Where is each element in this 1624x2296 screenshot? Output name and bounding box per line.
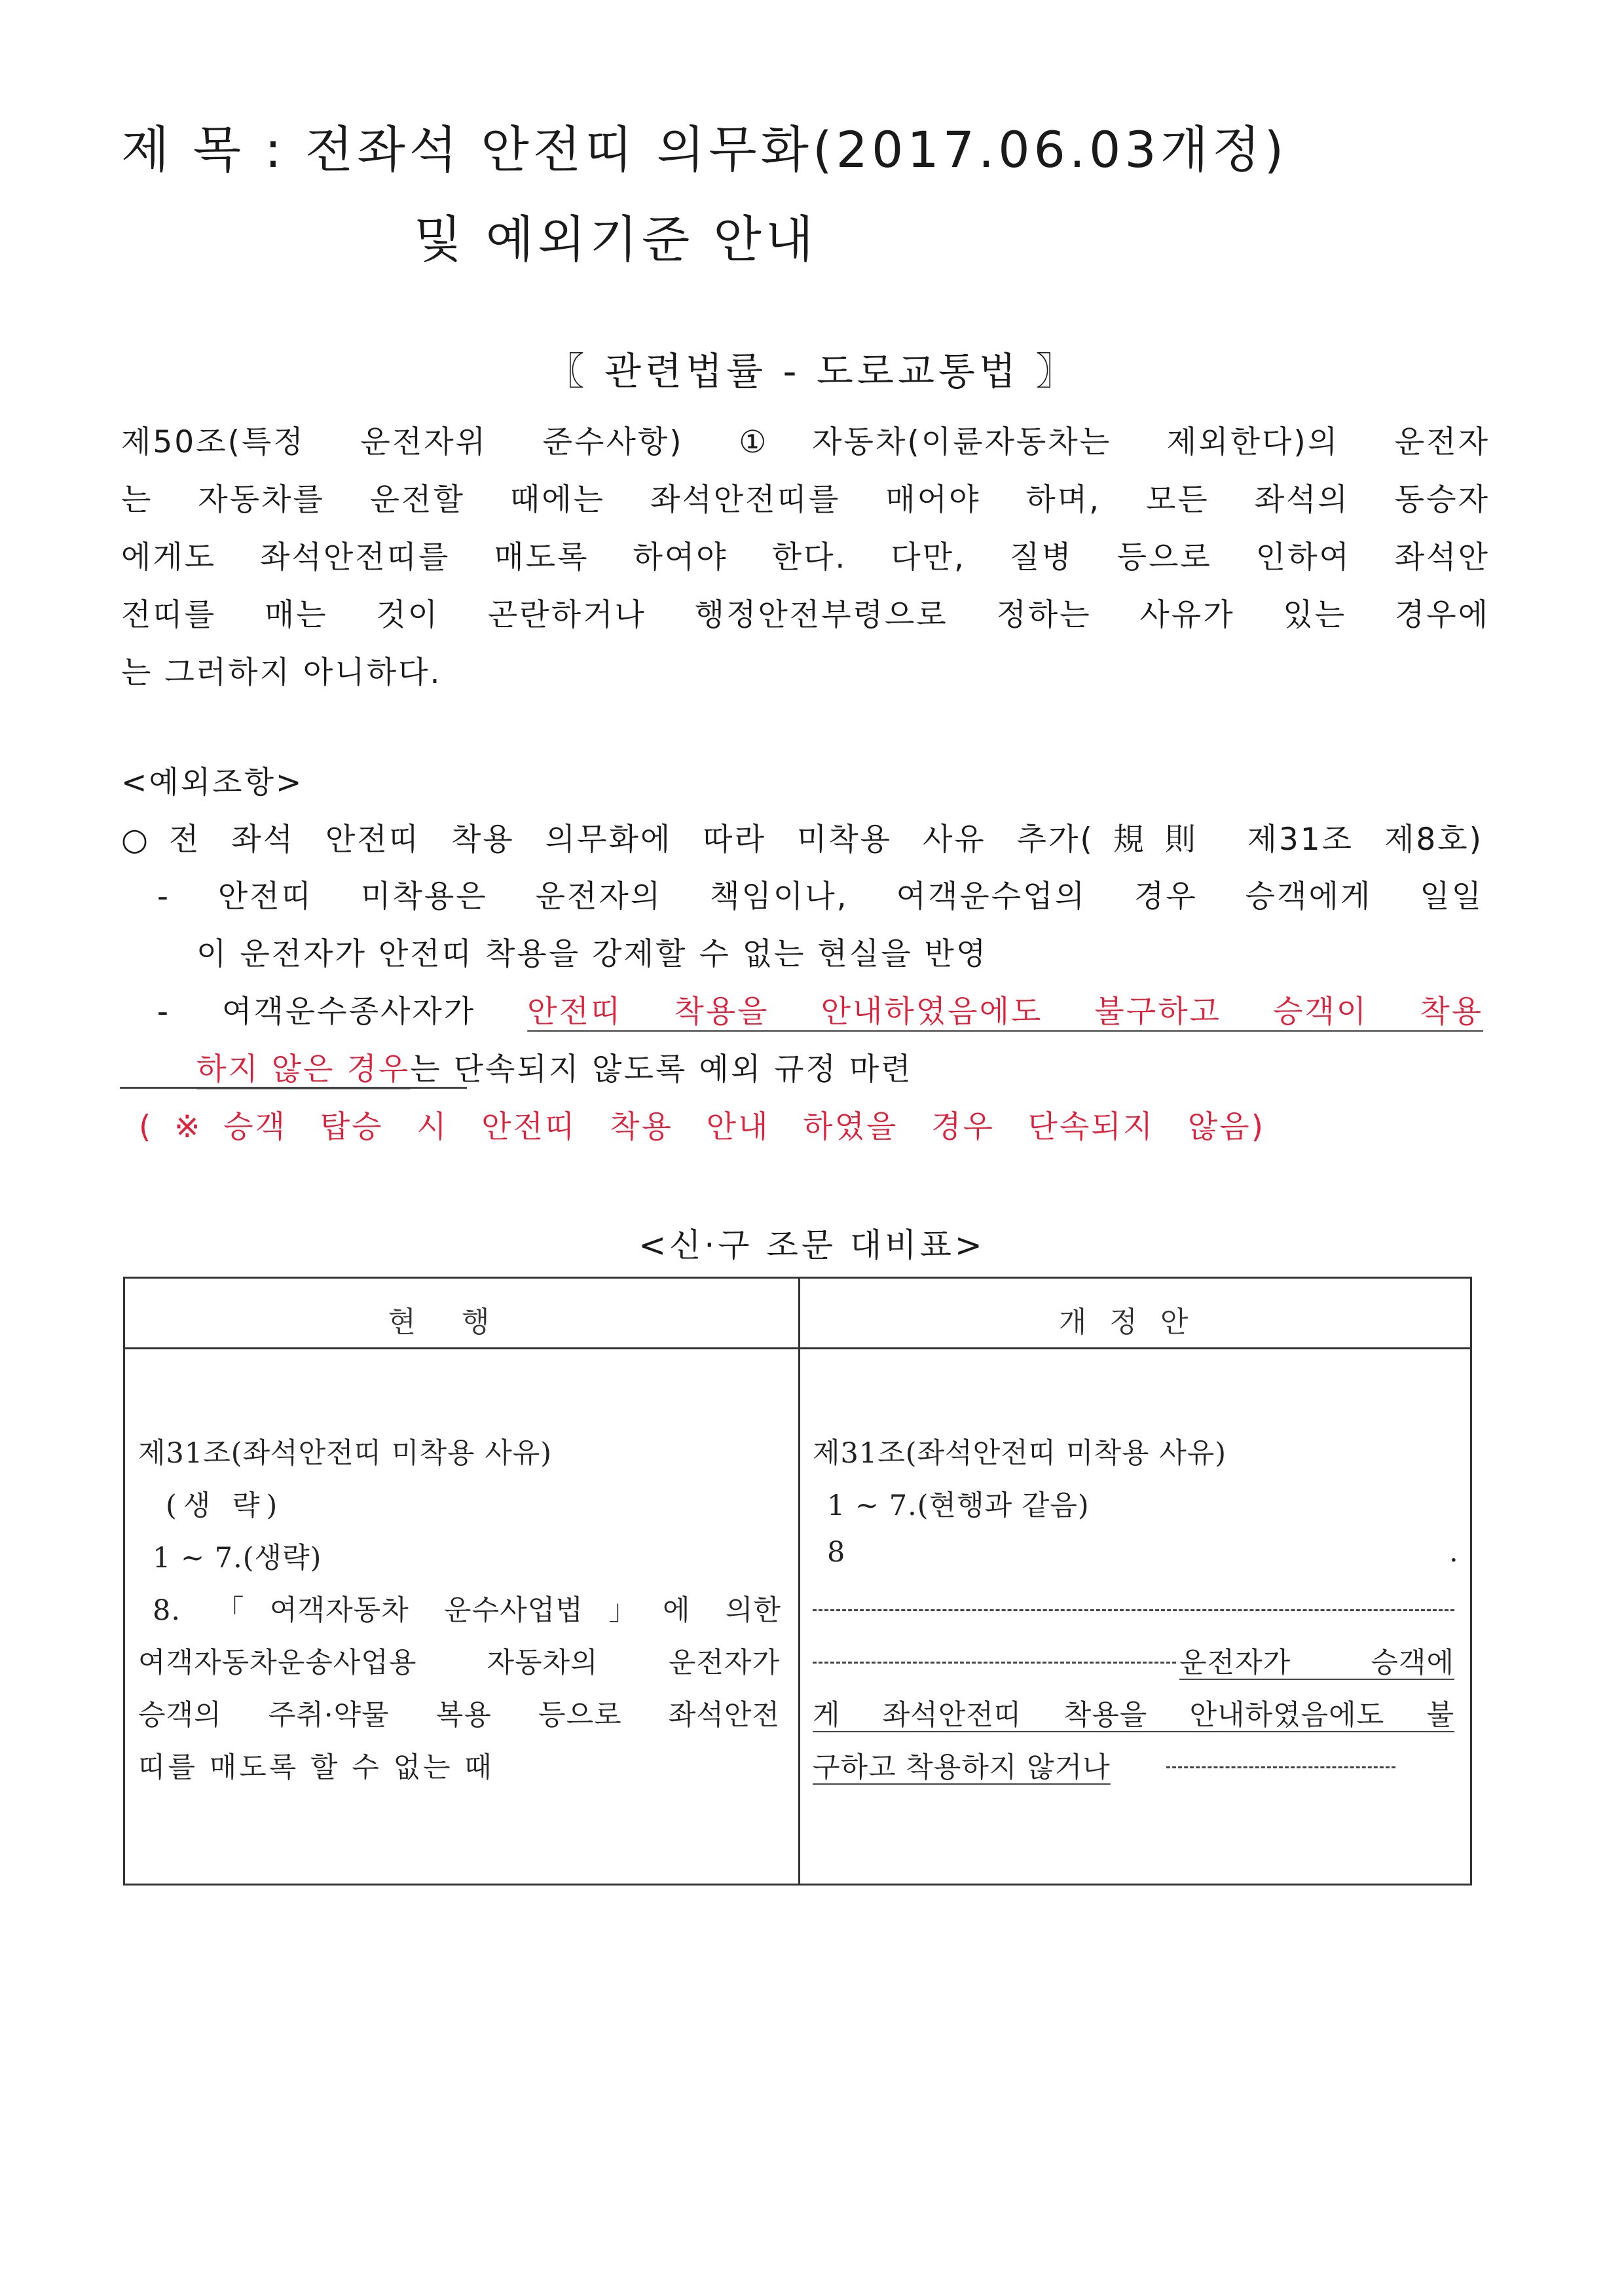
exception-bullet-line: - 안전띠 미착용은 운전자의 책임이나, 여객운수업의 경우 승객에게 일일 bbox=[157, 879, 1483, 915]
law-text-line: 는 자동차를 운전할 때에는 좌석안전띠를 매어야 하며, 모든 좌석의 동승자 bbox=[121, 482, 1490, 518]
law-text-line: 전띠를 매는 것이 곤란하거나 행정안전부령으로 정하는 사유가 있는 경우에 bbox=[121, 597, 1490, 633]
exception-bullet-suffix: 는 단속되지 않도록 예외 규정 마련 bbox=[410, 1051, 913, 1087]
comparison-table bbox=[123, 1277, 1472, 1886]
dashed-placeholder-line bbox=[813, 1662, 1176, 1664]
exception-bullet-prefix: - 여객운수종사자가 bbox=[157, 994, 528, 1030]
revised-item8-line: 구하고 착용하지 않거나 bbox=[813, 1751, 1111, 1784]
exception-bullet-line bbox=[157, 987, 1483, 1031]
current-item8-line: 승객의 주취·약물 복용 등으로 좌석안전 bbox=[138, 1699, 780, 1732]
document-title-line2: 및 예외기준 안내 bbox=[414, 210, 818, 268]
revised-item8-number: 8 bbox=[827, 1536, 846, 1569]
header-divider bbox=[125, 1347, 1470, 1349]
exception-highlight: 하지 않은 경우 bbox=[196, 1051, 411, 1087]
column-divider bbox=[798, 1279, 800, 1884]
current-omitted: (생 략) bbox=[166, 1489, 284, 1522]
dashed-placeholder-line bbox=[813, 1609, 1454, 1611]
law-section-heading: 〖 관련법률 - 도로교통법 〗 bbox=[546, 349, 1078, 393]
law-text-line: 에게도 좌석안전띠를 매도록 하여야 한다. 다만, 질병 등으로 인하여 좌석안 bbox=[121, 539, 1490, 575]
current-item8-line: 8. 「여객자동차 운수사업법」에 의한 bbox=[153, 1594, 781, 1627]
exception-bullet-line bbox=[196, 1045, 913, 1089]
revised-items: 1 ~ 7.(현행과 같음) bbox=[827, 1489, 1090, 1522]
exception-note: (※승객 탑승 시 안전띠 착용 안내 하였을 경우 단속되지 않음) bbox=[139, 1109, 1265, 1145]
current-item8-line: 여객자동차운송사업용 자동차의 운전자가 bbox=[138, 1647, 780, 1679]
revised-item8-line: 운전자가 승객에 bbox=[1179, 1647, 1454, 1679]
current-article-title: 제31조(좌석안전띠 미착용 사유) bbox=[138, 1437, 553, 1470]
comparison-table-heading: <신·구 조문 대비표> bbox=[638, 1226, 986, 1264]
current-item8-line: 띠를 매도록 할 수 없는 때 bbox=[138, 1751, 494, 1784]
current-items: 1 ~ 7.(생략) bbox=[153, 1542, 322, 1575]
revised-item8-dot: . bbox=[1449, 1536, 1459, 1569]
revised-article-title: 제31조(좌석안전띠 미착용 사유) bbox=[813, 1437, 1227, 1470]
dashed-placeholder-line bbox=[1166, 1766, 1395, 1768]
column-header-current: 현행 bbox=[388, 1305, 536, 1339]
column-header-revised: 개정안 bbox=[1058, 1305, 1211, 1339]
revised-item8-line: 게 좌석안전띠 착용을 안내하였음에도 불 bbox=[813, 1699, 1454, 1732]
law-text-line: 는 그러하지 아니하다. bbox=[121, 655, 442, 691]
exception-bullet-line: 이 운전자가 안전띠 착용을 강제할 수 없는 현실을 반영 bbox=[196, 936, 988, 972]
document-title: 제 목 : 전좌석 안전띠 의무화(2017.06.03개정) bbox=[121, 120, 1288, 179]
exceptions-heading: <예외조항> bbox=[121, 765, 304, 801]
underline-rule bbox=[120, 1087, 467, 1089]
exception-highlight: 안전띠 착용을 안내하였음에도 불구하고 승객이 착용 bbox=[527, 994, 1483, 1030]
law-text-line: 제50조(특정 운전자위 준수사항) ①자동차(이륜자동차는 제외한다)의 운전자 bbox=[121, 424, 1490, 460]
exception-item: ○전 좌석 안전띠 착용 의무화에 따라 미착용 사유 추가(規則 제31조 제8호) bbox=[121, 822, 1483, 858]
